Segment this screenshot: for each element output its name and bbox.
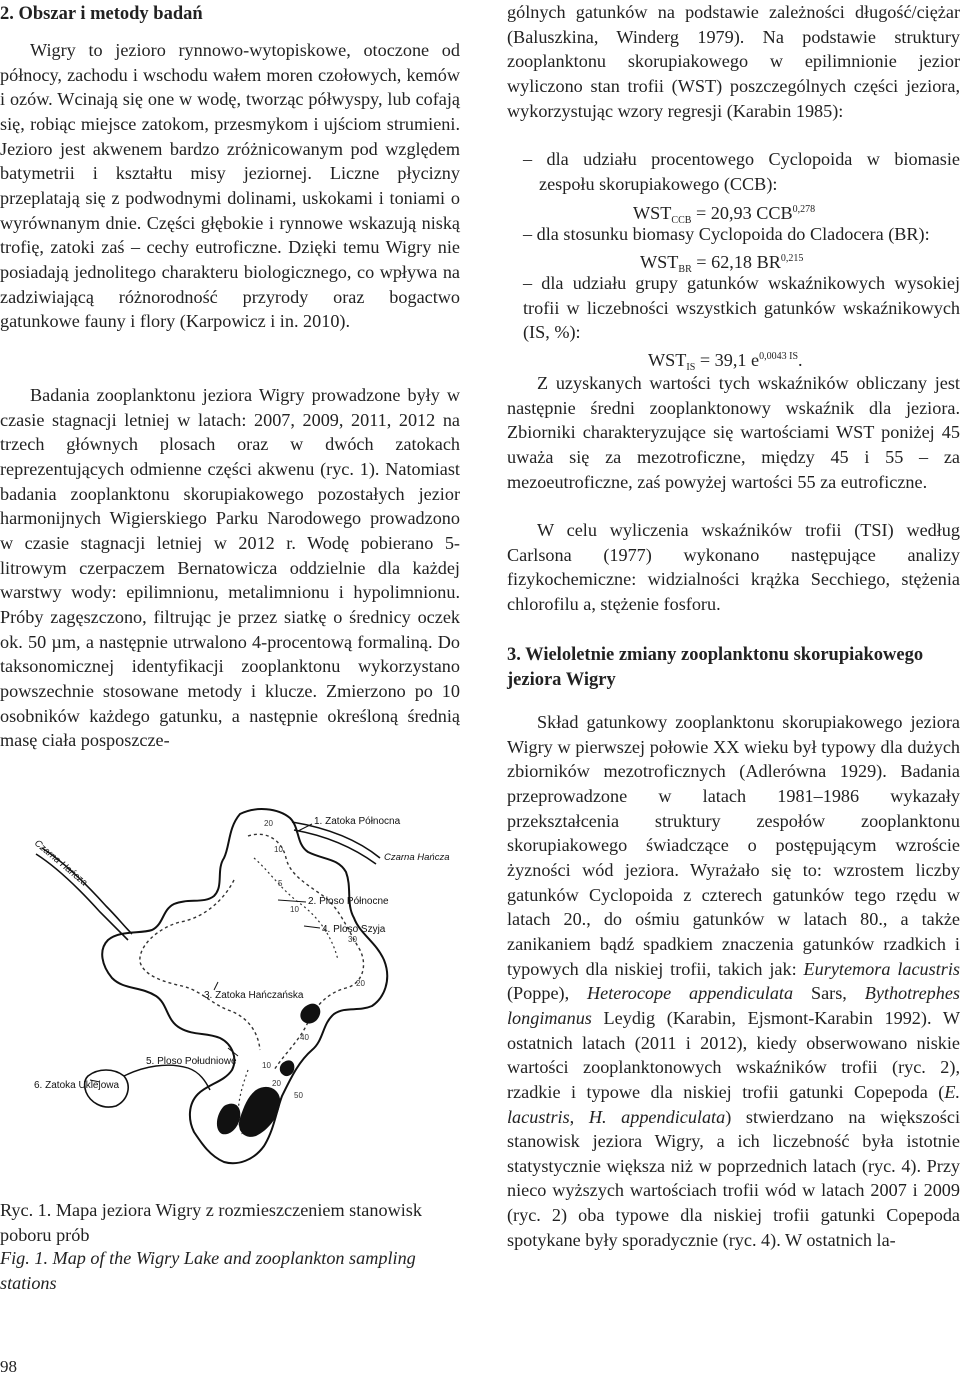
equation-wst-is: $WST_{IS} = 39,1$ $e^{0,0043 IS}$. — [648, 350, 803, 373]
species-e-lacustris: E. lacustris — [507, 1081, 960, 1127]
species-heterocope: Heterocope appendiculata — [587, 983, 794, 1004]
page-number: 98 — [0, 1357, 17, 1376]
formula-item-ccb — [523, 147, 960, 196]
station-label-ploso-szyja: 4. Ploso Szyja — [322, 924, 386, 935]
equation-wst-br: $WST_{BR} = 62,18$ BR$^{0,215}$ — [640, 252, 804, 275]
zoo-text-d: Leydig (Karabin, Ejsmont-Karabin 1992). W ostatnich latach (2011 i 2012), kiedy obserwowano niskie wartości zooplanktonowych wskaźników trofii (ryc. 2), rzadkie i typowe dla niskiej trofii gatunki Copepoda ( — [507, 1007, 960, 1102]
river-label-czarna-hancza-left: Czarna Hańcza — [32, 837, 90, 889]
species-h-appendiculata: H. appendiculata — [588, 1106, 726, 1127]
depth-label-6: 10 — [290, 905, 299, 914]
formula-item-is — [523, 271, 960, 345]
station-label-zatoka-polnocna: 1. Zatoka Północna — [314, 816, 401, 827]
zoo-text-f: ) stwierdzano na większości stanowisk jeziora Wigry, a ich liczebność była istotnie statystycznie większa niż w poprzednich latach (ryc. 4). Przy nieco wyższych wartościach trofii wód w latach 2007 i 2009 (ryc. 2) oba typowe dla niskiej trofii gatunki Copepoda spotykane były sporadycznie (ryc. 4). W ostatnich la- — [507, 1106, 960, 1250]
methods-paragraph-3-text: Z uzyskanych wartości tych wskaźników obliczany jest następnie średni zooplanktonowy wskaźnik dla jeziora. Zbiorniki charakteryzujące się wartościami WST poniżej 45 uważa się za mezotroficzne, między 45 i 55 – za mezoeutroficzne, zaś powyżej wartości 55 za eutroficzne. — [507, 373, 960, 492]
zoo-text-a: Skład gatunkowy zooplanktonu skorupiakowego jeziora Wigry w pierwszej połowie XX wieku był typowy dla dużych zbiorników mezotroficznych (Adlerówna 1929). Badania przeprowadzone w latach 1981–1986 wykazały przekształcenia struktury zespołów zooplanktonu skorupiakowego świadczące o postępującym wzroście żyzności wód jeziora. Wyrażało się to: wzrostem liczby gatunków Cyclopoida z czterech gatunków tego rzędu w latach 20., do ośmiu gatunków w latach 80., a także zanikaniem bądź spadkiem znaczenia gatunków rzadkich i typowych dla niskiej trofii, takich jak: — [507, 712, 960, 979]
depth-label-10: 40 — [300, 1033, 309, 1042]
depth-label-9: 50 — [294, 1091, 303, 1100]
methods-paragraph-1-text: Wigry to jezioro rynnowo-wytopiskowe, otoczone od północy, zachodu i wschodu wałem moren czołowych, kemów i ozów. Wcinają się one w wodę, tworząc półwyspy, lub cofają się, robiąc miejsce zatokom, przesmykom i ujściom strumieni. Jezioro jest akwenem bardzo zróżnicowanym pod względem batymetrii i kształtu misy jeziornej. Liczne płycizny przeplatają się z podwodnymi dolinami, uskokami i toniami o wyrównanym dnie. Części głębokie i rynnowe wskazują niską trofię, zatoki zaś – cechy eutroficzne. Dzięki temu Wigry nie posiadają jednolitego charakteru biologicznego, co wpływa na zadziwiającą różnorodność przyrody oraz bogactwo gatunkowe fauny i flory (Karpowicz i in. 2010). — [0, 40, 460, 332]
species-bythotrephes: Bythotrephes longimanus — [507, 983, 960, 1028]
depth-label-2: 10 — [274, 845, 283, 854]
wigry-lake-map — [28, 800, 460, 1192]
section-heading-methods: 2. Obszar i metody badań — [0, 4, 203, 24]
equation-wst-ccb: $WST_{CCB} = 20,93$ CCB$^{0,278}$ — [633, 203, 816, 226]
station-label-ploso-polnocne: 2. Ploso Północne — [308, 896, 389, 907]
methods-paragraph-3 — [507, 371, 960, 494]
depth-label-4: 30 — [348, 935, 357, 944]
river-label-czarna-hancza-top: Czarna Hańcza — [384, 852, 450, 863]
methods-paragraph-2-text: Badania zooplanktonu jeziora Wigry prowadzone były w czasie stagnacji letniej w latach: 2007, 2009, 2011, 2012 na trzech głównych plosach oraz w dwóch zatokach reprezentujących odmienne części akwenu (ryc. 1). Natomiast badania zooplanktonu skorupiakowego pozostałych jezior harmonijnych Wigierskiego Parku Narodowego prowadzono w czasie stagnacji letniej w 2012 r. Wodę pobierano 5-litrowym czerpaczem Bernatowicza oddzielnie dla każdej warstwy wody: epilimnionu, metalimnionu i hypolimnionu. Próby zagęszczono, filtrując je przez siatkę o średnicy oczek ok. 50 µm, a następnie utrwalono 4-procentową formaliną. Do taksonomicznej identyfikacji zooplanktonu wykorzystano powszechnie stosowane metody i klucze. Zmierzono po 10 osobników każdego gatunku, a następnie określoną średnią masę ciała posposzcze- — [0, 385, 460, 751]
depth-label-7: 10 — [262, 1061, 271, 1070]
figure-caption-pl: Ryc. 1. Mapa jeziora Wigry z rozmieszczeniem stanowisk poboru prób — [0, 1200, 422, 1245]
formula-item-br — [523, 222, 960, 247]
methods-paragraph-4-text: W celu wyliczenia wskaźników trofii (TSI) według Carlsona (1977) wykonano następujące analizy fizykochemiczne: widzialności krążka Secchiego, stężenia chlorofilu a, stężenie fosforu. — [507, 520, 960, 614]
formula-item-is-text: – dla udziału grupy gatunków wskaźnikowych wysokiej trofii w liczebności wszystkich gatunków wskaźnikowych (IS, %): — [523, 273, 960, 343]
methods-paragraph-1 — [0, 38, 460, 334]
formula-item-br-text: – dla stosunku biomasy Cyclopoida do Cladocera (BR): — [523, 224, 930, 244]
methods-paragraph-4 — [507, 518, 960, 617]
zoo-text-c: Sars, — [793, 983, 865, 1004]
zooplankton-paragraph — [507, 710, 960, 1252]
zoo-text-e: , — [569, 1106, 589, 1127]
figure-caption-en: Fig. 1. Map of the Wigry Lake and zooplankton sampling stations — [0, 1248, 416, 1293]
depth-label-3: 5 — [278, 879, 283, 888]
methods-paragraph-2-text-continued: gólnych gatunków na podstawie zależności długość/ciężar (Baluszkina, Winderg 1979). Na podstawie struktury zooplanktonu skorupiakowego w epilimnionie jezior wyliczono stan trofii (WST) poszczególnych części jeziora, wykorzystując wzory regresji (Karabin 1985): — [507, 2, 960, 121]
station-label-zatoka-hanczanska: 3. Zatoka Hańczańska — [204, 990, 304, 1001]
depth-label-1: 20 — [264, 819, 273, 828]
methods-paragraph-2-continued — [507, 0, 960, 160]
species-eurytemora: Eurytemora lacustris — [803, 958, 960, 979]
section-heading-zooplankton: 3. Wieloletnie zmiany zooplanktonu skorupiakowego jeziora Wigry — [507, 645, 924, 690]
methods-paragraph-2 — [0, 383, 460, 787]
depth-label-8: 20 — [272, 1079, 281, 1088]
station-label-zatoka-uklejowa: 6. Zatoka Uklejowa — [34, 1080, 120, 1091]
formula-item-ccb-text: – dla udziału procentowego Cyclopoida w biomasie zespołu skorupiakowego (CCB): — [523, 149, 960, 194]
station-label-ploso-poludniowe: 5. Ploso Południowe — [146, 1056, 237, 1067]
zoo-text-b: (Poppe), — [507, 983, 587, 1004]
depth-label-5: 20 — [356, 979, 365, 988]
